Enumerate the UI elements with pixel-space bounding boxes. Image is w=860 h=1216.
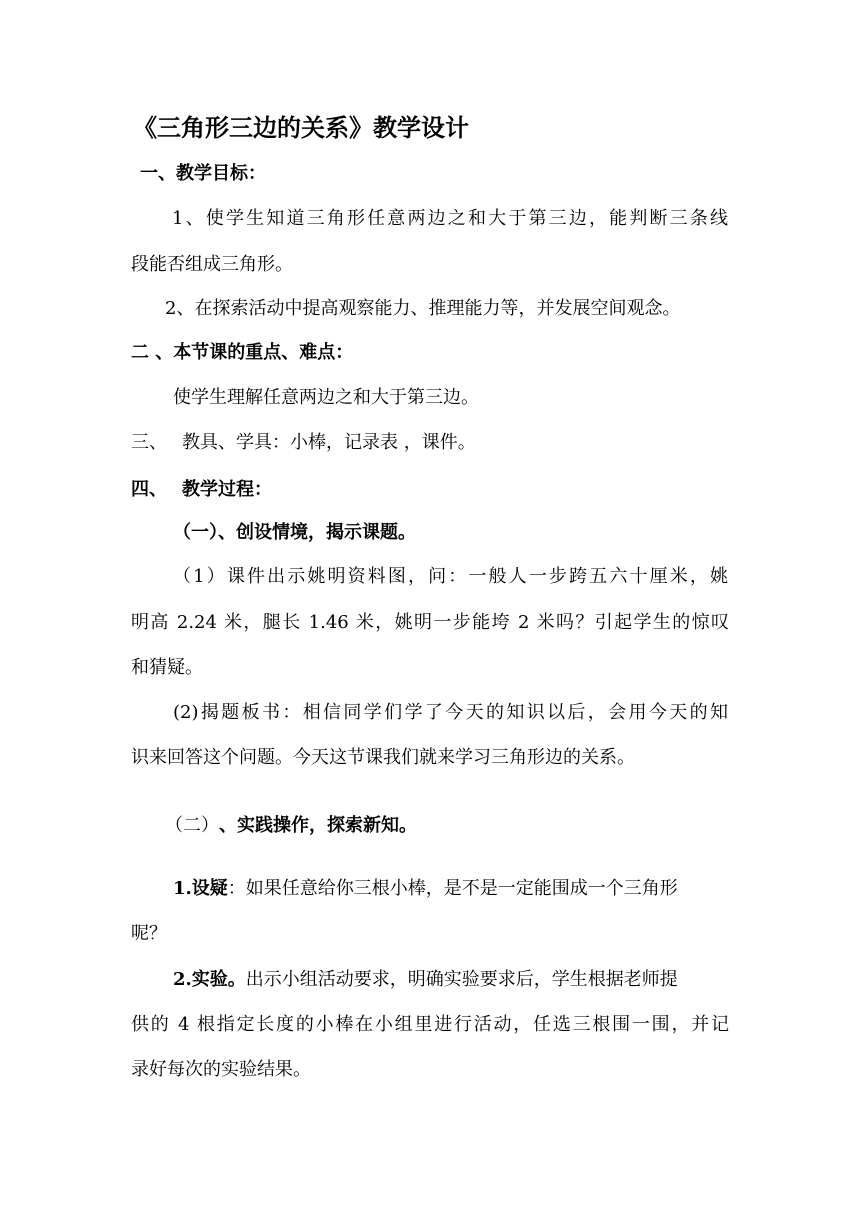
item-1-line-1: （1）课件出示姚明资料图，问：一般人一步跨五六十厘米，姚 — [173, 566, 728, 587]
part-1-heading: （一）、创设情境，揭示课题。 — [173, 522, 416, 543]
section-4-number: 四、 — [131, 479, 167, 500]
step-2-line-2: 供的 4 根指定长度的小棒在小组里进行活动，任选三根围一围，并记 — [131, 1014, 729, 1035]
step-2-line-1 — [173, 968, 678, 992]
section-4-heading: 教学过程： — [182, 479, 272, 500]
step-2-label: 2.实验。 — [173, 969, 246, 990]
section-3-text: 教具、学具：小棒，记录表 ，课件。 — [182, 432, 476, 453]
document-title: 《三角形三边的关系》教学设计 — [133, 113, 469, 142]
item-2-line-1: (2)揭题板书：相信同学们学了今天的知识以后，会用今天的知 — [173, 702, 728, 723]
part-2-paren: （二） — [165, 815, 219, 836]
item-1-line-3: 和猜疑。 — [131, 657, 203, 678]
item-2-line-2: 识来回答这个问题。今天这节课我们就来学习三角形边的关系。 — [131, 747, 635, 768]
key-point: 使学生理解任意两边之和大于第三边。 — [173, 387, 479, 408]
step-1-label: 1.设疑 — [173, 878, 228, 899]
goal-1-line-2: 段能否组成三角形。 — [131, 254, 293, 275]
step-2-text: 出示小组活动要求，明确实验要求后，学生根据老师提 — [245, 969, 678, 990]
step-1-line-2: 呢？ — [131, 923, 167, 944]
section-3-number: 三、 — [131, 432, 167, 453]
step-1-text: ：如果任意给你三根小棒，是不是一定能围成一个三角形 — [227, 878, 678, 899]
goal-1-line-1: 1、使学生知道三角形任意两边之和大于第三边，能判断三条线 — [172, 208, 728, 229]
part-2-heading: 、实践操作，探索新知。 — [219, 815, 417, 836]
step-2-line-3: 录好每次的实验结果。 — [131, 1059, 311, 1080]
goal-2: 2、在探索活动中提高观察能力、推理能力等，并发展空间观念。 — [165, 298, 681, 319]
section-2-heading: 二 、本节课的重点、难点： — [131, 342, 354, 363]
step-1-line-1 — [173, 877, 728, 901]
section-1-heading: 一、教学目标： — [140, 163, 266, 184]
item-1-line-2: 明高 2.24 米，腿长 1.46 米，姚明一步能垮 2 米吗？引起学生的惊叹 — [131, 612, 729, 633]
